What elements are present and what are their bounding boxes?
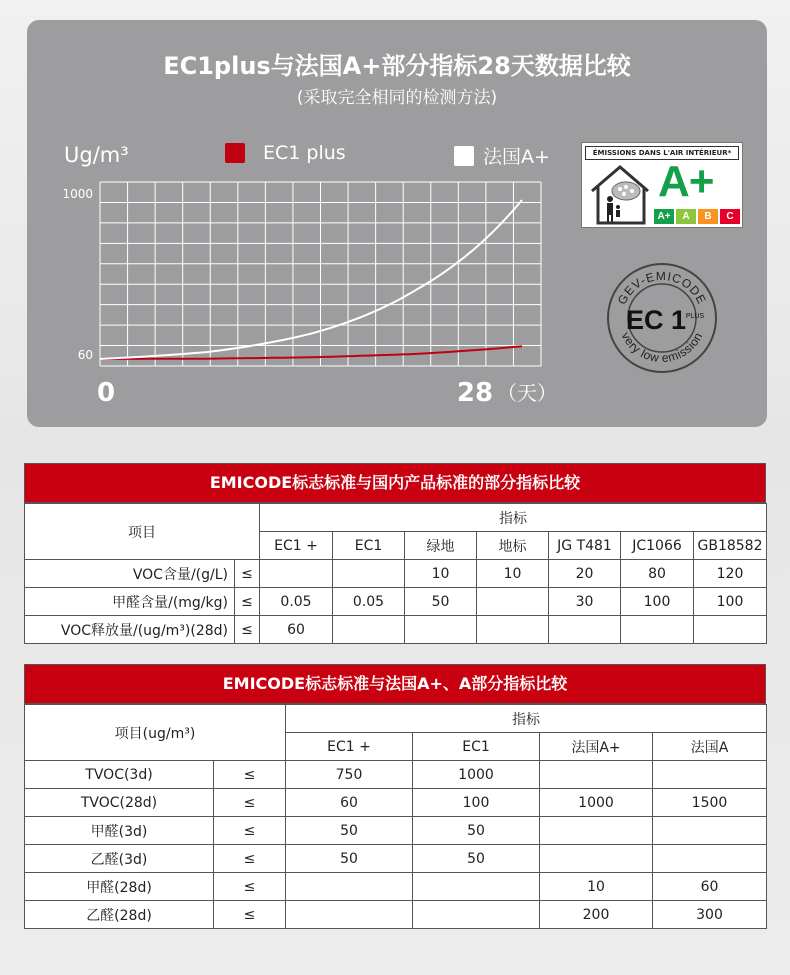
- table2-row: [25, 901, 767, 929]
- table2-cell: 200: [540, 901, 653, 929]
- table1-cell: [549, 616, 621, 644]
- table2-cell: 300: [653, 901, 767, 929]
- aplus-badge-title: ÉMISSIONS DANS L'AIR INTÉRIEUR*: [585, 146, 739, 160]
- table1-row-name: VOC含量/(g/L): [25, 560, 235, 588]
- table1-cell: 0.05: [333, 588, 405, 616]
- house-icon: [588, 163, 652, 225]
- table2-cell: 10: [540, 873, 653, 901]
- table2-row-operator: ≤: [214, 817, 286, 845]
- table2-cell: 100: [413, 789, 540, 817]
- table1-row-operator: ≤: [235, 616, 260, 644]
- table1-col-header-4: JG T481: [549, 532, 621, 560]
- emicode-france-comparison-table: [24, 664, 766, 929]
- emicode-main-text: EC 1: [625, 305, 687, 335]
- table1-grid: [24, 503, 767, 644]
- x-axis-unit: （天）: [497, 381, 557, 405]
- table2-row-name: TVOC(3d): [25, 761, 214, 789]
- table1-cell: 100: [694, 588, 767, 616]
- table2-row: [25, 789, 767, 817]
- svg-text:very low emission: [619, 330, 706, 365]
- table2-cell: [286, 873, 413, 901]
- table2-row: [25, 817, 767, 845]
- table1-cell: 100: [621, 588, 694, 616]
- chart-subtitle: (采取完全相同的检测方法): [296, 88, 498, 108]
- table1-cell: [405, 616, 477, 644]
- table1-cell: [333, 560, 405, 588]
- emicode-top-text: GEV-EMICODE: [614, 268, 710, 307]
- table2-grid: [24, 704, 767, 929]
- table1-cell: [621, 616, 694, 644]
- table2-row: [25, 761, 767, 789]
- table2-index-header: 指标: [286, 705, 767, 733]
- table2-cell: 50: [286, 845, 413, 873]
- table2-cell: 1000: [413, 761, 540, 789]
- table1-cell: 10: [477, 560, 549, 588]
- table1-cell: 50: [405, 588, 477, 616]
- table1-cell: [477, 616, 549, 644]
- table1-cell: 80: [621, 560, 694, 588]
- table2-row-operator: ≤: [214, 761, 286, 789]
- table2-row: [25, 845, 767, 873]
- table2-row-operator: ≤: [214, 789, 286, 817]
- legend-label: EC1 plus: [263, 142, 346, 164]
- table1-cell: [477, 588, 549, 616]
- table1-row-operator: ≤: [235, 588, 260, 616]
- table1-cell: [694, 616, 767, 644]
- table2-row-name: 乙醛(3d): [25, 845, 214, 873]
- y-tick-label-0: 1000: [62, 187, 93, 201]
- table1-index-header: 指标: [260, 504, 767, 532]
- table1-cell: 10: [405, 560, 477, 588]
- table2-cell: 60: [286, 789, 413, 817]
- table2-cell: 1500: [653, 789, 767, 817]
- chart-title: EC1plus与法国A+部分指标28天数据比较: [163, 52, 631, 80]
- table2-title: EMICODE标志标准与法国A+、A部分指标比较: [24, 664, 766, 704]
- emicode-domestic-comparison-table: [24, 463, 766, 644]
- table2-row-name: 甲醛(28d): [25, 873, 214, 901]
- table2-cell: [540, 845, 653, 873]
- table2-cell: 750: [286, 761, 413, 789]
- table2-cell: [653, 845, 767, 873]
- table2-cell: [653, 761, 767, 789]
- table2-cell: [286, 901, 413, 929]
- table2-col-header-1: EC1: [413, 733, 540, 761]
- table2-cell: 50: [413, 817, 540, 845]
- table1-cell: 0.05: [260, 588, 333, 616]
- table2-cell: 60: [653, 873, 767, 901]
- table1-col-header-2: 绿地: [405, 532, 477, 560]
- table2-cell: [540, 817, 653, 845]
- table2-cell: [540, 761, 653, 789]
- table1-row-name: 甲醛含量/(mg/kg): [25, 588, 235, 616]
- table1-cell: [333, 616, 405, 644]
- table2-row-operator: ≤: [214, 845, 286, 873]
- table2-item-header: 项目(ug/m³): [25, 705, 286, 761]
- table2-row-operator: ≤: [214, 873, 286, 901]
- scale-grade-2: B: [698, 209, 718, 224]
- table2-cell: 50: [413, 845, 540, 873]
- emission-scale: [654, 209, 742, 224]
- table1-row: [25, 560, 767, 588]
- table2-cell: [653, 817, 767, 845]
- table2-row-name: 甲醛(3d): [25, 817, 214, 845]
- table1-col-header-1: EC1: [333, 532, 405, 560]
- table1-cell: 20: [549, 560, 621, 588]
- table2-cell: 1000: [540, 789, 653, 817]
- scale-grade-1: A: [676, 209, 696, 224]
- table1-cell: 30: [549, 588, 621, 616]
- table1-row-name: VOC释放量/(ug/m³)(28d): [25, 616, 235, 644]
- table2-cell: [413, 901, 540, 929]
- table2-row-operator: ≤: [214, 901, 286, 929]
- emicode-bottom-text: very low emission: [618, 329, 706, 366]
- scale-grade-0: A+: [654, 209, 674, 224]
- y-axis-unit: Ug/m³: [64, 143, 129, 167]
- table1-col-header-6: GB18582: [694, 532, 767, 560]
- table1-title: EMICODE标志标准与国内产品标准的部分指标比较: [24, 463, 766, 503]
- table1-cell: 120: [694, 560, 767, 588]
- table1-cell: [260, 560, 333, 588]
- y-tick-label-1: 60: [77, 348, 93, 362]
- table2-cell: [413, 873, 540, 901]
- legend-label: 法国A+: [483, 146, 550, 168]
- table1-col-header-3: 地标: [477, 532, 549, 560]
- table2-row-name: 乙醛(28d): [25, 901, 214, 929]
- aplus-grade: A+: [658, 157, 714, 206]
- emicode-plus-text: PLUS: [685, 313, 705, 320]
- table1-col-header-0: EC1 +: [260, 532, 333, 560]
- table2-cell: 50: [286, 817, 413, 845]
- chart-grid: [100, 182, 541, 366]
- table1-cell: 60: [260, 616, 333, 644]
- table2-col-header-3: 法国A: [653, 733, 767, 761]
- table1-row: [25, 616, 767, 644]
- table1-item-header: 项目: [25, 504, 260, 560]
- aplus-emission-badge: [581, 142, 743, 228]
- table1-row: [25, 588, 767, 616]
- table2-row: [25, 873, 767, 901]
- table1-col-header-5: JC1066: [621, 532, 694, 560]
- x-tick-label-1: 28: [456, 378, 494, 408]
- scale-grade-3: C: [720, 209, 740, 224]
- chart-panel: [27, 20, 767, 427]
- table1-row-operator: ≤: [235, 560, 260, 588]
- table2-col-header-0: EC1 +: [286, 733, 413, 761]
- x-tick-label-0: 0: [96, 378, 116, 408]
- emicode-ec1-plus-seal: [604, 260, 719, 375]
- table2-col-header-2: 法国A+: [540, 733, 653, 761]
- table2-row-name: TVOC(28d): [25, 789, 214, 817]
